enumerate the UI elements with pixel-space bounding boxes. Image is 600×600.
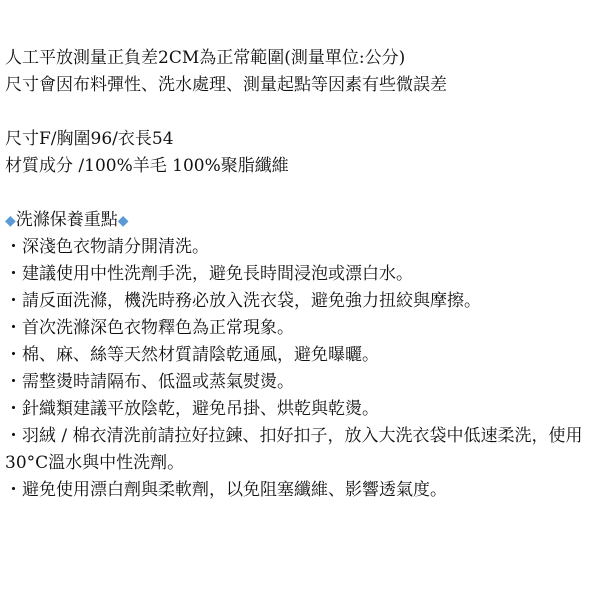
measurement-note: 人工平放測量正負差2CM為正常範圍(測量單位:公分) — [5, 48, 406, 68]
size-spec: 尺寸F/胸圍96/衣長54 — [5, 129, 174, 149]
care-item: ・羽絨 / 棉衣清洗前請拉好拉鍊、扣好扣子，放入大洗衣袋中低速柔洗，使用30°C溫水與中性洗劑。 — [5, 426, 583, 473]
product-notes — [5, 45, 595, 504]
care-heading — [5, 207, 595, 234]
care-item: ・棉、麻、絲等天然材質請陰乾通風，避免曝曬。 — [5, 345, 379, 365]
care-item: ・針織類建議平放陰乾，避免吊掛、烘乾與乾燙。 — [5, 399, 379, 419]
care-item: ・建議使用中性洗劑手洗，避免長時間浸泡或漂白水。 — [5, 264, 413, 284]
spacer — [5, 180, 595, 207]
care-item: ・避免使用漂白劑與柔軟劑，以免阻塞纖維、影響透氣度。 — [5, 480, 447, 500]
care-item: ・請反面洗滌，機洗時務必放入洗衣袋，避免強力扭絞與摩擦。 — [5, 291, 481, 311]
material-spec: 材質成分 /100%羊毛 100%聚脂纖維 — [5, 156, 289, 176]
measurement-error-note: 尺寸會因布料彈性、洗水處理、測量起點等因素有些微誤差 — [5, 75, 447, 95]
care-item: ・需整燙時請隔布、低溫或蒸氣熨燙。 — [5, 372, 294, 392]
spacer — [5, 99, 595, 126]
care-item: ・首次洗滌深色衣物釋色為正常現象。 — [5, 318, 294, 338]
care-title: 洗滌保養重點 — [15, 210, 118, 230]
diamond-icon: ◆ — [117, 213, 129, 229]
care-item: ・深淺色衣物請分開清洗。 — [5, 237, 209, 257]
diamond-icon: ◆ — [5, 213, 16, 229]
